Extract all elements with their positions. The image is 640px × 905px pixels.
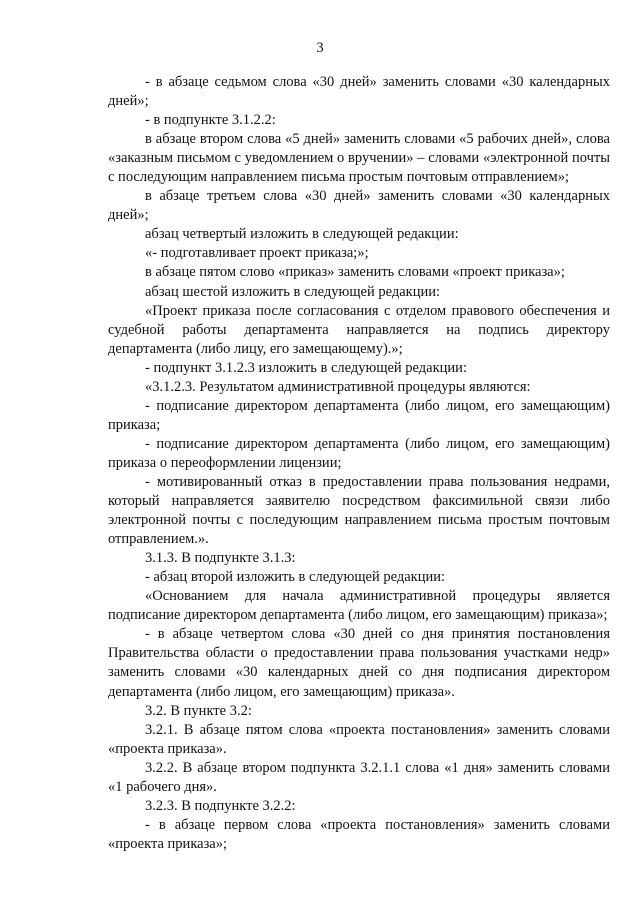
paragraph: - в абзаце четвертом слова «30 дней со дня принятия постановления Правительства области о предоставлении права пользования участками недр» заменить словами «30 календарных дней со дня подписания директором департамента (либо лицом, его замещающим) приказа».	[108, 626, 610, 700]
paragraph: «Проект приказа после согласования с отделом правового обеспечения и судебной работы департамента направляется на подпись директору департамента (либо лицу, его замещающему).»;	[108, 302, 610, 357]
paragraph: «Основанием для начала административной процедуры является подписание директором департамента (либо лицом, его замещающим) приказа»;	[108, 588, 610, 624]
paragraph: - подписание директором департамента (либо лицом, его замещающим) приказа о переоформлении лицензии;	[108, 435, 610, 471]
paragraph: 3.2.1. В абзаце пятом слова «проекта постановления» заменить словами «проекта приказа».	[108, 721, 610, 757]
paragraph: абзац шестой изложить в следующей редакции:	[145, 283, 440, 300]
paragraph: 3.1.3. В подпункте 3.1.3:	[145, 550, 296, 567]
paragraph: - в абзаце первом слова «проекта постановления» заменить словами «проекта приказа»;	[108, 816, 610, 852]
paragraph: - в подпункте 3.1.2.2:	[145, 112, 276, 129]
paragraph: - подпункт 3.1.2.3 изложить в следующей редакции:	[145, 359, 467, 376]
paragraph: - подписание директором департамента (либо лицом, его замещающим) приказа;	[108, 397, 610, 433]
paragraph: 3.2.2. В абзаце втором подпункта 3.2.1.1 слова «1 дня» заменить словами «1 рабочего дня».	[108, 759, 610, 795]
paragraph: «3.1.2.3. Результатом административной процедуры являются:	[145, 378, 531, 395]
paragraph: абзац четвертый изложить в следующей редакции:	[145, 226, 459, 243]
paragraph: 3.2.3. В подпункте 3.2.2:	[145, 797, 296, 814]
paragraph: - в абзаце седьмом слова «30 дней» заменить словами «30 календарных дней»;	[108, 74, 610, 110]
paragraph: в абзаце третьем слова «30 дней» заменить словами «30 календарных дней»;	[108, 188, 610, 224]
paragraph: 3.2. В пункте 3.2:	[145, 702, 252, 719]
paragraph: «- подготавливает проект приказа;»;	[145, 245, 369, 262]
paragraph: в абзаце пятом слово «приказ» заменить словами «проект приказа»;	[145, 264, 565, 281]
paragraph: - мотивированный отказ в предоставлении права пользования недрами, который направляется заявителю посредством факсимильной связи либо электронной почты с последующим направлением письма простым почтовым отправлением.».	[108, 473, 610, 548]
paragraph: в абзаце втором слова «5 дней» заменить словами «5 рабочих дней», слова «заказным письмом с уведомлением о вручении» – словами «электронной почты с последующим направлением письма простым почтовым отправлением»;	[108, 131, 610, 186]
paragraph: - абзац второй изложить в следующей редакции:	[145, 569, 446, 586]
document-body	[108, 73, 610, 854]
page-number: 3	[316, 40, 324, 56]
